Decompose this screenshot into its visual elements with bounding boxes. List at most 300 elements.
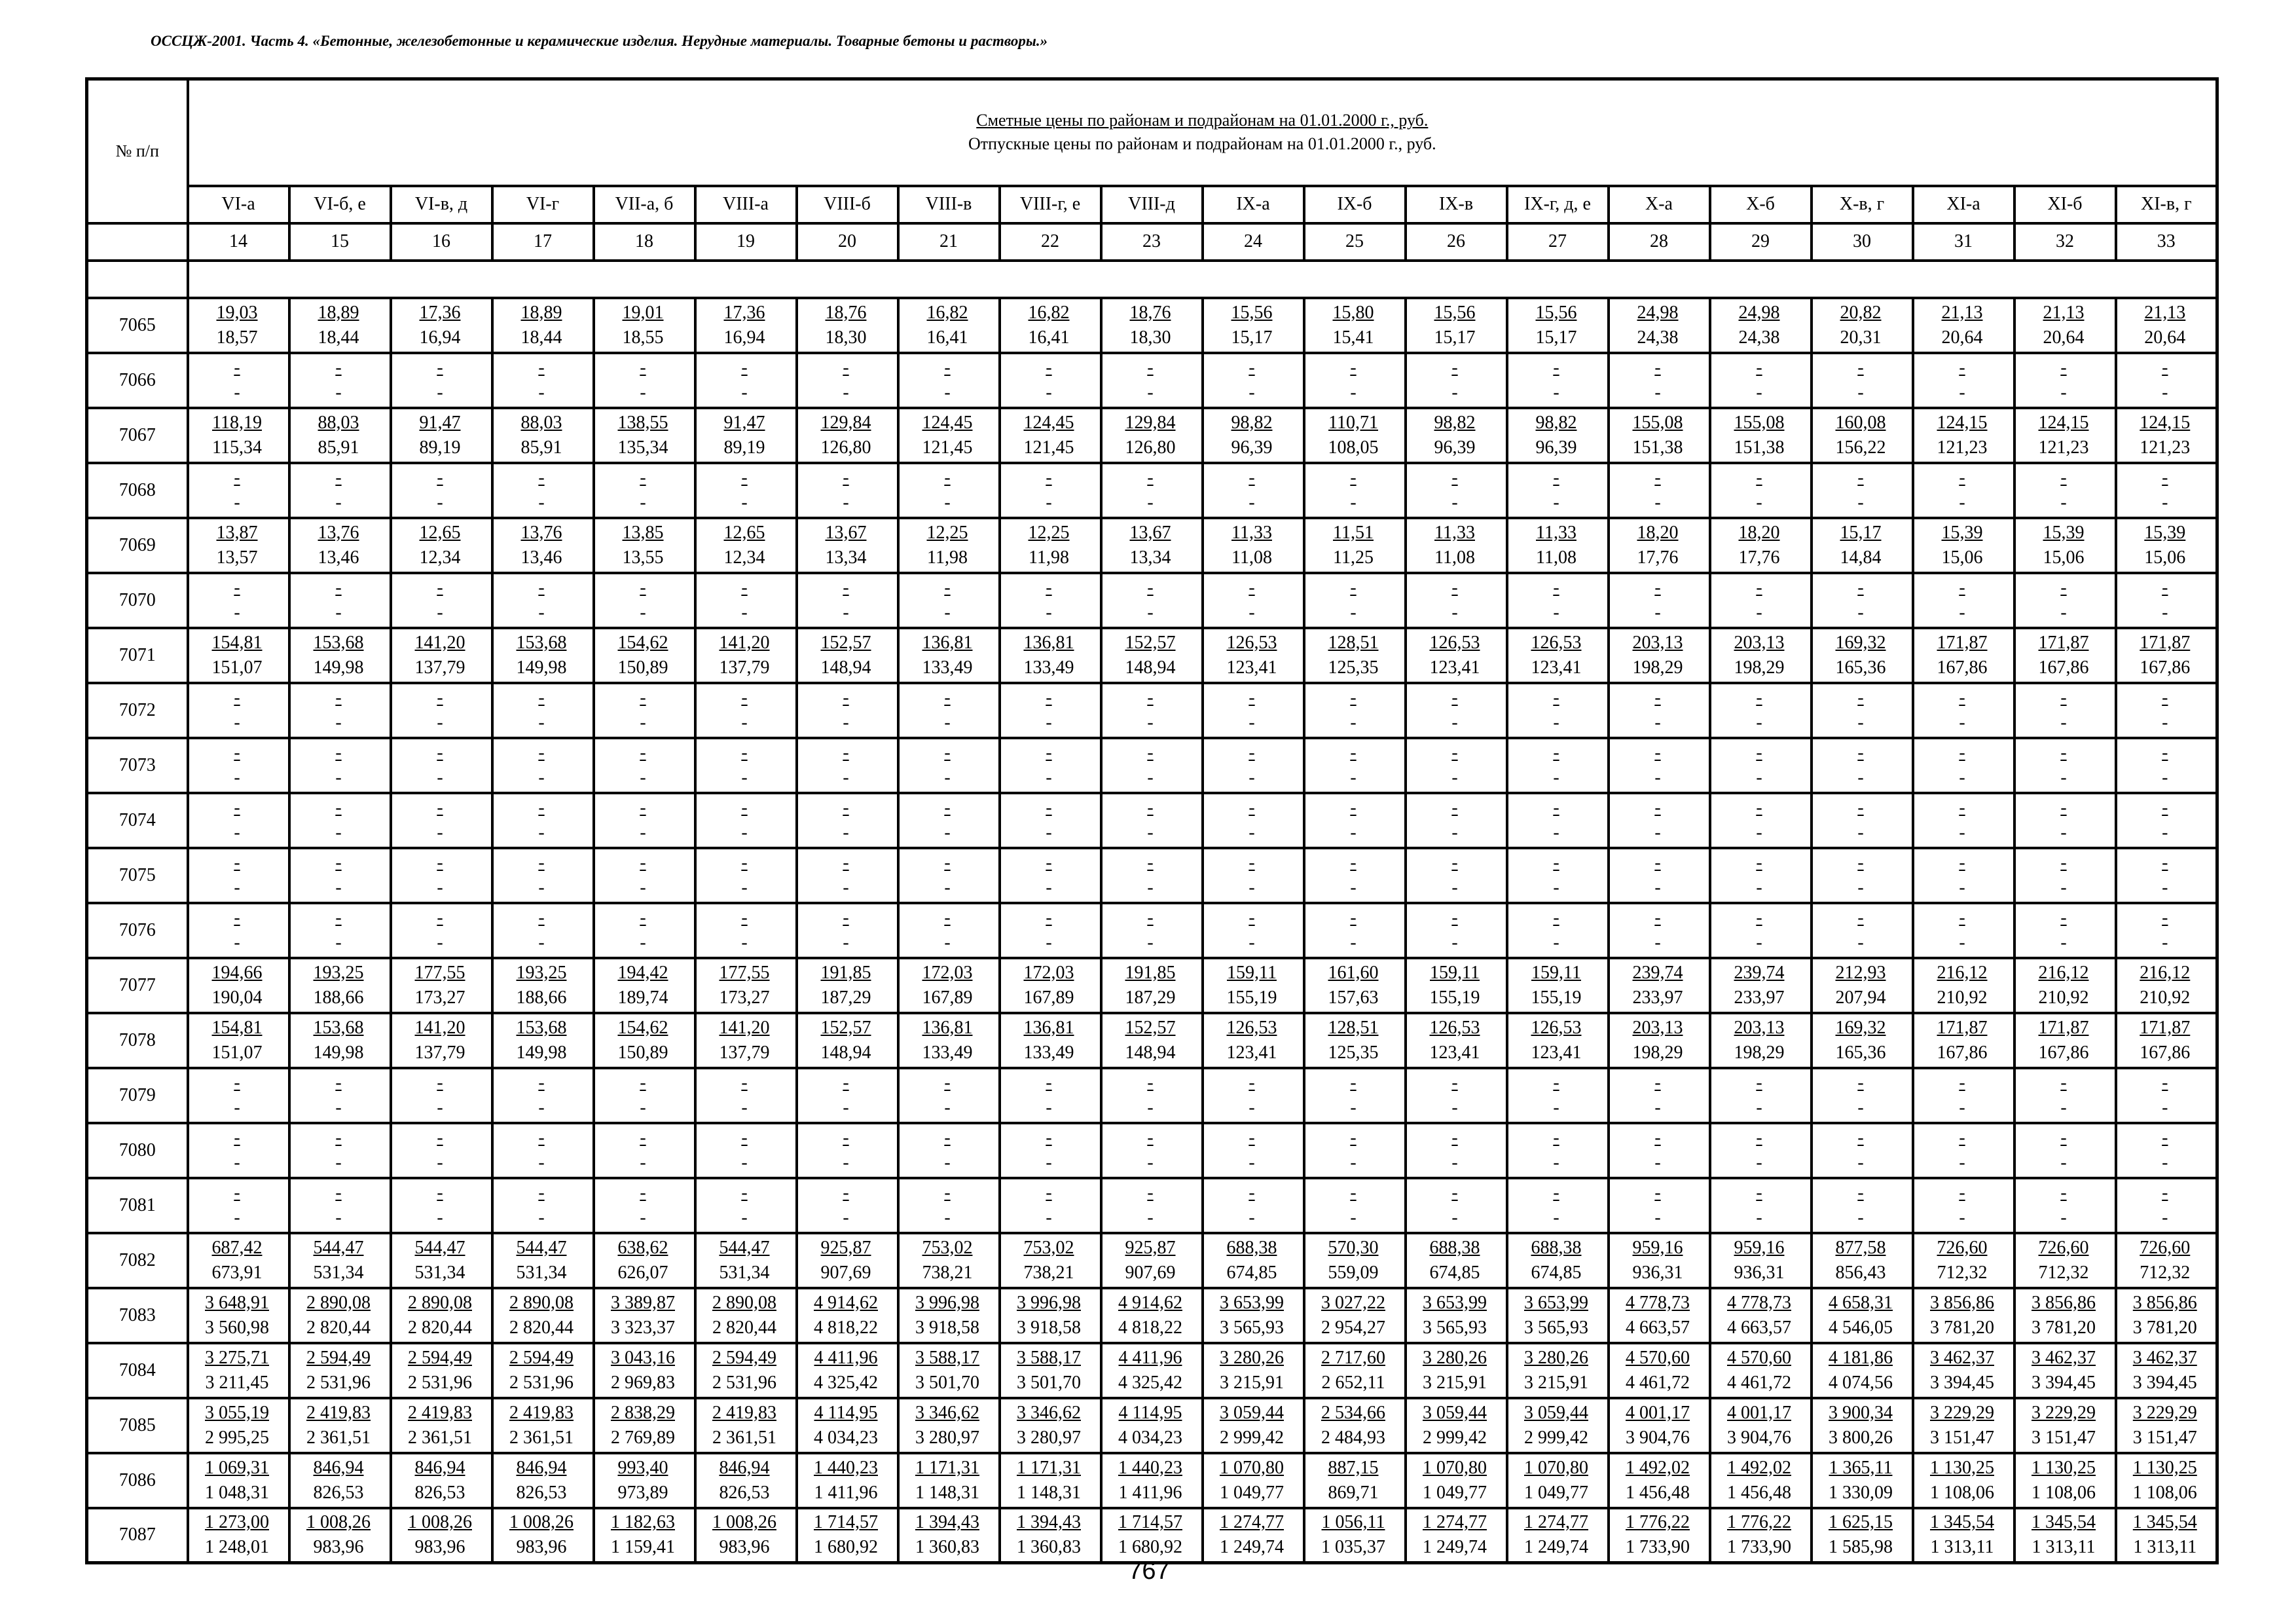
price-cell [797,1233,898,1288]
price-cell [289,353,391,408]
estimate-price: - [1553,357,1559,378]
release-price: - [1857,712,1864,733]
estimate-price: 15,39 [2144,522,2186,543]
release-price: - [1654,492,1661,513]
release-price: - [1248,767,1255,788]
price-cell [594,518,695,573]
price-cell [1000,1343,1101,1398]
release-price: - [1350,602,1357,623]
estimate-price: - [1654,687,1661,708]
release-price: - [437,712,443,733]
price-cell [1101,408,1203,463]
estimate-price: 17,36 [419,302,461,323]
price-cell [2014,628,2116,683]
estimate-price: - [2162,577,2168,598]
price-cell [1406,1068,1507,1123]
row-number: 7066 [87,353,188,408]
price-cell [2014,463,2116,518]
price-cell [1710,463,1812,518]
release-price: 2 769,89 [611,1427,675,1448]
price-cell [695,573,797,628]
price-cell [1609,298,1710,353]
estimate-price: - [1857,577,1864,598]
estimate-price: - [1451,907,1458,928]
price-cell [898,1398,1000,1453]
estimate-price: 1 273,00 [205,1512,269,1533]
estimate-price: 194,42 [617,962,668,983]
price-cell [289,848,391,903]
price-cell [2014,683,2116,738]
estimate-price: - [234,1182,240,1203]
release-price: 151,07 [211,657,263,678]
release-price: - [1654,382,1661,403]
release-price: 148,94 [820,657,871,678]
estimate-price: - [1959,1127,1965,1148]
release-price: 13,46 [318,547,359,568]
price-cell [391,738,492,793]
estimate-price: - [1451,742,1458,763]
release-price: - [2060,1152,2067,1173]
release-price: 1 680,92 [814,1537,878,1558]
estimate-price: 4 001,17 [1727,1402,1791,1423]
estimate-price: 4 114,95 [1118,1402,1182,1423]
price-cell [2014,848,2116,903]
price-cell [1000,1453,1101,1508]
estimate-price: 98,82 [1535,412,1577,433]
release-price: - [944,932,951,953]
release-price: 674,85 [1226,1262,1277,1283]
price-cell [1304,958,1406,1013]
estimate-price: - [538,467,545,488]
estimate-price: - [1046,577,1052,598]
price-cell [391,628,492,683]
region-header: IX-а [1203,186,1304,223]
release-price: 2 999,42 [1423,1427,1487,1448]
price-cell [1304,518,1406,573]
price-cell [1304,793,1406,848]
price-cell [1304,628,1406,683]
price-cell [188,1343,289,1398]
table-row [87,1288,2217,1343]
estimate-price: - [335,852,342,873]
release-price: 856,43 [1835,1262,1886,1283]
estimate-price: 1 070,80 [1524,1457,1588,1478]
release-price: - [1654,767,1661,788]
estimate-price: 98,82 [1231,412,1273,433]
release-price: - [1553,932,1559,953]
release-price: 2 531,96 [509,1372,574,1393]
price-cell [1710,518,1812,573]
region-header: XI-в, г [2116,186,2217,223]
price-cell [898,1013,1000,1068]
price-cell [1913,958,2014,1013]
release-price: - [538,492,545,513]
price-cell [492,298,594,353]
release-price: - [1553,1097,1559,1118]
column-number: 26 [1406,223,1507,261]
price-cell [1101,1178,1203,1233]
estimate-price: - [1553,1127,1559,1148]
estimate-price: 726,60 [1937,1237,1988,1258]
price-cell [695,408,797,463]
release-price: - [2060,1097,2067,1118]
release-price: - [741,822,748,843]
price-cell [2116,1178,2217,1233]
release-price: 3 781,20 [1930,1317,1994,1338]
price-cell [289,903,391,958]
release-price: - [843,1207,849,1228]
release-price: - [335,767,342,788]
table-row [87,628,2217,683]
price-cell [1406,573,1507,628]
price-cell [594,1233,695,1288]
price-cell [1304,408,1406,463]
release-price: 531,34 [414,1262,465,1283]
price-cell [1101,1288,1203,1343]
release-price: - [335,877,342,898]
estimate-price: 159,11 [1227,962,1277,983]
price-cell [2014,1013,2116,1068]
region-header: VI-а [188,186,289,223]
release-price: - [1654,1097,1661,1118]
release-price: 3 394,45 [2032,1372,2096,1393]
estimate-price: - [1451,1127,1458,1148]
release-price: - [1756,492,1762,513]
release-price: - [1959,602,1965,623]
region-header: IX-в [1406,186,1507,223]
release-price: 20,64 [2144,327,2186,348]
price-cell [1000,1398,1101,1453]
estimate-price: 1 345,54 [2132,1512,2197,1533]
price-cell [1203,903,1304,958]
estimate-price: - [234,687,240,708]
release-price: 712,32 [2038,1262,2089,1283]
price-cell [797,1508,898,1563]
price-cell [1609,353,1710,408]
estimate-price: - [2162,1127,2168,1148]
estimate-price: 2 594,49 [712,1347,776,1368]
estimate-price: - [1959,907,1965,928]
price-cell [289,1178,391,1233]
price-cell [492,518,594,573]
price-cell [289,628,391,683]
estimate-price: 239,74 [1632,962,1683,983]
price-cell [2014,1178,2116,1233]
release-price: 2 484,93 [1321,1427,1385,1448]
estimate-price: 15,17 [1840,522,1882,543]
estimate-price: 13,67 [1129,522,1171,543]
release-price: - [1248,1097,1255,1118]
release-price: - [2162,767,2168,788]
estimate-price: 2 419,83 [408,1402,472,1423]
estimate-price: - [335,1127,342,1148]
column-header-number: № п/п [87,79,188,223]
release-price: - [335,382,342,403]
estimate-price: - [640,687,646,708]
price-cell [1101,793,1203,848]
estimate-price: - [1046,852,1052,873]
column-number: 19 [695,223,797,261]
price-cell [289,518,391,573]
estimate-price: 13,76 [318,522,359,543]
price-cell [2116,1343,2217,1398]
release-price: - [1046,602,1052,623]
price-cell [1101,903,1203,958]
release-price: 1 360,83 [1017,1537,1081,1558]
estimate-price: - [437,357,443,378]
release-price: - [1046,1152,1052,1173]
row-number: 7067 [87,408,188,463]
estimate-price: - [2060,1072,2067,1093]
price-cell [1710,1068,1812,1123]
estimate-price: 191,85 [820,962,871,983]
price-cell [1710,408,1812,463]
release-price: - [538,767,545,788]
estimate-price: 2 594,49 [306,1347,371,1368]
estimate-price: 129,84 [1125,412,1176,433]
release-price: - [1147,712,1154,733]
price-cell [1913,1343,2014,1398]
release-price: - [944,382,951,403]
price-cell [391,1508,492,1563]
table-row [87,683,2217,738]
price-cell [391,1343,492,1398]
release-price: 121,23 [2038,437,2089,458]
release-price: 13,46 [520,547,562,568]
release-price: - [1857,602,1864,623]
price-cell [1101,958,1203,1013]
estimate-price: 177,55 [719,962,770,983]
price-cell [695,1453,797,1508]
release-price: - [335,1152,342,1173]
release-price: 16,41 [1028,327,1070,348]
release-price: 1 148,31 [915,1482,979,1503]
release-price: - [234,1097,240,1118]
estimate-price: 13,87 [216,522,258,543]
price-cell [594,793,695,848]
price-cell [1406,793,1507,848]
estimate-price: 1 714,57 [814,1512,878,1533]
estimate-price: 153,68 [313,1017,364,1038]
estimate-price: - [1451,467,1458,488]
region-header: VI-в, д [391,186,492,223]
estimate-price: - [1248,357,1255,378]
estimate-price: - [1451,1182,1458,1203]
price-cell [1812,1013,1913,1068]
price-cell [1609,1508,1710,1563]
price-cell [1812,353,1913,408]
price-cell [1710,1453,1812,1508]
release-prices-title: Отпускные цены по районам и подрайонам на 01.01.2000 г., руб. [968,134,1436,154]
estimate-price: 171,87 [2140,1017,2191,1038]
table-row [87,848,2217,903]
estimate-price: - [335,577,342,598]
release-price: - [640,492,646,513]
release-price: 15,17 [1535,327,1577,348]
release-price: - [1857,1152,1864,1173]
estimate-price: 21,13 [2144,302,2186,323]
release-price: - [437,1207,443,1228]
column-number: 15 [289,223,391,261]
region-header: XI-а [1913,186,2014,223]
price-cell [1406,1288,1507,1343]
estimate-price: - [1654,852,1661,873]
estimate-price: - [1147,687,1154,708]
release-price: - [1046,1097,1052,1118]
estimate-price: 124,15 [2038,412,2089,433]
price-cell [188,958,289,1013]
estimate-price: 4 778,73 [1626,1292,1690,1313]
column-number: 32 [2014,223,2116,261]
release-price: - [1959,712,1965,733]
row-number: 7080 [87,1123,188,1178]
price-cell [2116,848,2217,903]
release-price: 3 781,20 [2032,1317,2096,1338]
release-price: - [538,712,545,733]
price-cell [1609,1013,1710,1068]
release-price: 1 733,90 [1626,1537,1690,1558]
estimate-price: - [1350,577,1357,598]
price-cell [1203,958,1304,1013]
release-price: 135,34 [617,437,668,458]
release-price: - [944,1152,951,1173]
release-price: - [843,382,849,403]
price-cell [1507,848,1609,903]
price-cell [1913,1178,2014,1233]
release-price: - [1147,1152,1154,1173]
price-cell [1609,683,1710,738]
release-price: 137,79 [719,657,770,678]
release-price: - [335,1207,342,1228]
release-price: 20,64 [1941,327,1983,348]
row-number: 7075 [87,848,188,903]
release-price: - [640,602,646,623]
release-price: - [1654,712,1661,733]
price-cell [2116,683,2217,738]
price-cell [1710,353,1812,408]
price-cell [492,628,594,683]
release-price: - [1451,877,1458,898]
estimate-price: - [1959,357,1965,378]
release-price: 3 394,45 [1930,1372,1994,1393]
estimate-price: - [1147,852,1154,873]
estimate-price: 2 717,60 [1321,1347,1385,1368]
estimate-price: 1 776,22 [1727,1512,1791,1533]
price-cell [2116,518,2217,573]
estimate-price: - [1350,687,1357,708]
price-cell [2014,1453,2116,1508]
release-price: - [1451,932,1458,953]
estimate-price: - [1451,797,1458,818]
release-price: 1 313,11 [1930,1537,1994,1558]
price-cell [1406,1233,1507,1288]
estimate-price: - [437,797,443,818]
price-cell [1609,1233,1710,1288]
release-price: 123,41 [1429,657,1480,678]
release-price: - [2162,877,2168,898]
price-cell [1710,1343,1812,1398]
price-cell [1609,738,1710,793]
estimate-price: 216,12 [2038,962,2089,983]
region-header: VI-г [492,186,594,223]
estimate-price: - [1857,907,1864,928]
release-price: 210,92 [1937,987,1988,1008]
estimate-price: 3 229,29 [1930,1402,1994,1423]
release-price: - [640,1152,646,1173]
price-cell [391,1123,492,1178]
release-price: - [2162,932,2168,953]
release-price: - [1756,1152,1762,1173]
column-number: 29 [1710,223,1812,261]
price-cell [1203,408,1304,463]
price-cell [898,1068,1000,1123]
estimate-price: 128,51 [1328,632,1379,653]
price-cell [594,1013,695,1068]
price-cell [1304,463,1406,518]
price-cell [1609,958,1710,1013]
release-price: 826,53 [516,1482,567,1503]
table-row [87,463,2217,518]
price-cell [1304,1398,1406,1453]
release-price: - [1553,602,1559,623]
release-price: 151,07 [211,1042,263,1063]
estimate-price: - [1756,1127,1762,1148]
price-cell [898,353,1000,408]
price-cell [1609,463,1710,518]
price-cell [2014,1233,2116,1288]
price-cell [1304,1013,1406,1068]
spacer-cell [188,261,2217,298]
price-cell [1406,683,1507,738]
region-header: VIII-а [695,186,797,223]
release-price: 983,96 [414,1537,465,1558]
estimate-price: 959,16 [1632,1237,1683,1258]
table-row [87,1508,2217,1563]
estimate-price: - [944,1127,951,1148]
estimate-price: - [843,577,849,598]
price-cell [492,1508,594,1563]
price-cell [1000,683,1101,738]
estimate-price: 846,94 [516,1457,567,1478]
release-price: - [2162,1207,2168,1228]
price-cell [1913,1398,2014,1453]
release-price: 126,80 [820,437,871,458]
release-price: 137,79 [414,657,465,678]
price-cell [1812,1123,1913,1178]
price-cell [289,1013,391,1068]
price-cell [1812,573,1913,628]
table-row [87,298,2217,353]
row-number: 7065 [87,298,188,353]
price-cell [898,463,1000,518]
estimate-price: 203,13 [1632,632,1683,653]
estimate-price: 1 069,31 [205,1457,269,1478]
price-cell [1101,1013,1203,1068]
price-cell [289,573,391,628]
price-cell [1812,958,1913,1013]
release-price: - [741,602,748,623]
price-cell [1913,1068,2014,1123]
release-price: - [1553,712,1559,733]
price-cell [1710,628,1812,683]
release-price: 11,98 [927,547,968,568]
release-price: - [1857,767,1864,788]
release-price: - [2060,492,2067,513]
price-cell [1913,1123,2014,1178]
estimate-price: - [1046,467,1052,488]
estimate-price: 12,25 [926,522,968,543]
release-price: 1 148,31 [1017,1482,1081,1503]
